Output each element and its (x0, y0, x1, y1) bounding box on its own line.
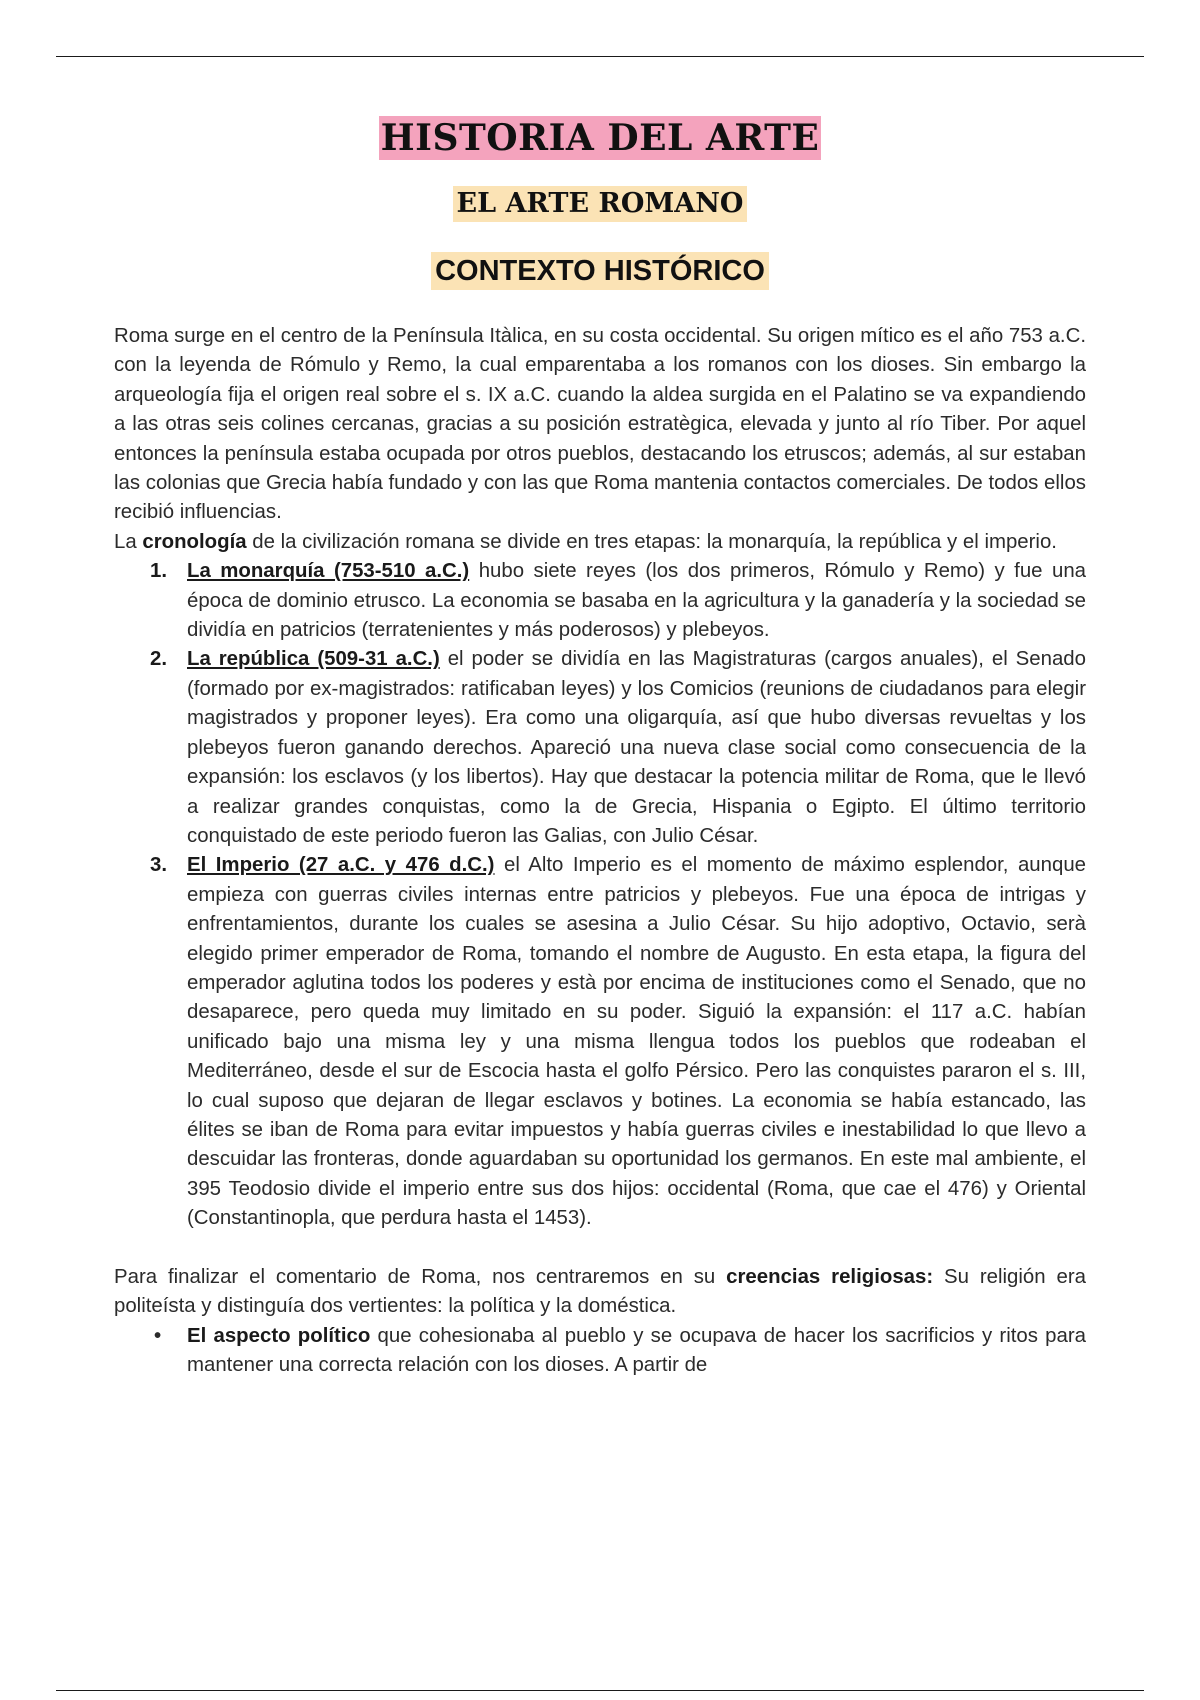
document-title: HISTORIA DEL ARTE (380, 117, 820, 159)
list-item (114, 851, 1086, 1233)
chronology-paragraph: La cronología de la civilización romana se divide en tres etapas: la monarquía, la república y el imperio. (114, 530, 1057, 553)
stage-term: La república (509-31 a.C.) (187, 648, 440, 671)
list-number: 1. (150, 560, 168, 583)
title-block (0, 116, 1200, 290)
stage-text: el Alto Imperio es el momento de máximo esplendor, aunque empieza con guerras civiles internas entre patricios y plebeyos. Fue una época de intrigas y enfrentamientos, durante los cuales se asesina a Julio César. Su hijo adoptivo, Octavio, serà elegido primer emperador de Roma, tomando el nombre de Augusto. En esta etapa, la figura del emperador aglutina todos los poderes y està por encima de instituciones como el Senado, que no desaparece, pero queda muy limitado en su poder. Siguió la expansión: el 117 a.C. habían unificado bajo una misma ley y una misma llengua todos los pueblos que rodeaban el Mediterráneo, desde el sur de Escocia hasta el golfo Pérsico. Pero las conquistes pararon el s. III, lo cual suposo que dejaran de llegar esclavos y botines. La economia se había estancado, las élites se iban de Roma para evitar impuestos y había guerras civiles e inestabilidad lo que llevo a descuidar las fronteras, donde aguardaban su oportunidad los germanos. En este mal ambiente, el 395 Teodosio divide el imperio entre sus dos hijos: occidental (Roma, que cae el 476) y Oriental (Constantinopla, que perdura hasta el 1453). (187, 854, 1087, 1230)
document-subtitle: EL ARTE ROMANO (453, 186, 748, 222)
religion-paragraph: Para finalizar el comentario de Roma, nos centraremos en su creencias religiosas: Su religión era politeísta y distinguía dos vertientes: la política y la doméstica. (114, 1265, 1086, 1318)
stage-text: hubo siete reyes (los dos primeros, Rómulo y Remo) y fue una época de dominio etrusco. La economia se basaba en la agricultura y la ganadería y la sociedad se dividía en patricios (terratenientes y más poderosos) y plebeyos. (187, 560, 1086, 642)
bullet-icon: • (154, 1324, 162, 1347)
list-item (114, 557, 1086, 645)
top-rule (56, 56, 1144, 57)
list-item (114, 1322, 1086, 1381)
list-number: 3. (150, 854, 168, 877)
intro-paragraph: Roma surge en el centro de la Península Itàlica, en su costa occidental. Su origen mítico es el año 753 a.C. con la leyenda de Rómulo y Remo, la cual emparentaba a los romanos con los dioses. Sin embargo la arqueología fija el origen real sobre el s. IX a.C. cuando la aldea surgida en el Palatino se va expandiendo a las otras seis colines cercanas, gracias a su posición estratègica, elevada y junto al río Tiber. Por aquel entonces la península estaba ocupada por otros pueblos, destacando los etruscos; además, al sur estaban las colonias que Grecia había fundado y con las que Roma mantenia contactos comerciales. De todos ellos recibió influencias. (114, 325, 1086, 524)
stage-term: El Imperio (27 a.C. y 476 d.C.) (187, 854, 495, 877)
stages-list (114, 557, 1086, 1233)
paragraph-spacer (114, 1234, 1086, 1263)
chronology-term: cronología (142, 530, 247, 553)
list-number: 2. (150, 648, 168, 671)
religion-point-text: que cohesionaba al pueblo y se ocupava de hacer los sacrificios y ritos para mantener una correcta relación con los dioses. A partir de (187, 1324, 1086, 1377)
document-body (114, 322, 1086, 1381)
stage-term: La monarquía (753-510 a.C.) (187, 560, 470, 583)
section-heading: CONTEXTO HISTÓRICO (431, 252, 769, 290)
bottom-rule (56, 1690, 1144, 1691)
religion-list (114, 1322, 1086, 1381)
stage-text: el poder se dividía en las Magistraturas (cargos anuales), el Senado (formado por ex-magistrados: ratificaban leyes) y los Comicios (reunions de ciudadanos para elegir magistrados y proponer leyes). Era como una oligarquía, así que hubo diversas revueltas y los plebeyos fueron ganando derechos. Apareció una nueva clase social como consecuencia de la expansión: los esclavos (y los libertos). Hay que destacar la potencia militar de Roma, que le llevó a realizar grandes conquistas, como la de Grecia, Hispania o Egipto. El último territorio conquistado de este periodo fueron las Galias, con Julio César. (187, 648, 1086, 847)
religion-point-term: El aspecto político (187, 1324, 371, 1347)
religion-term: creencias religiosas: (726, 1265, 934, 1288)
list-item (114, 645, 1086, 851)
